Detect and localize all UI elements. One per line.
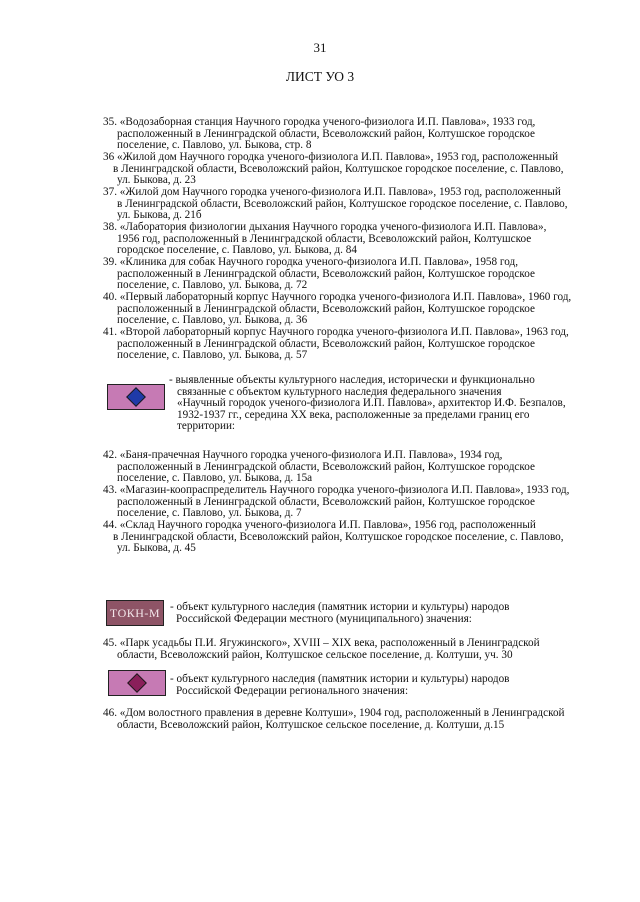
entry-line: области, Всеволожский район, Колтушское сельское поселение, д. Колтуши, уч. 30 (117, 648, 513, 661)
legend-line: 1932-1937 гг., середина XX века, расположенные за пределами границ его (177, 408, 530, 421)
entry-line: расположенный в Ленинградской области, Всеволожский район, Колтушское городское (117, 302, 535, 315)
entry-42 (103, 450, 603, 485)
entry-line: области, Всеволожский район, Колтушское сельское поселение, д. Колтуши, д.15 (117, 718, 505, 731)
entry-line: 36 «Жилой дом Научного городка ученого-физиолога И.П. Павлова», 1953 год, расположенный (103, 151, 559, 163)
entry-39 (103, 257, 603, 292)
legend-line: Российской Федерации местного (муниципального) значения: (176, 612, 472, 625)
legend-line: - объект культурного наследия (памятник истории и культуры) народов (170, 673, 510, 685)
entry-line: ул. Быкова, д. 23 (117, 174, 196, 187)
entry-line: поселение, с. Павлово, ул. Быкова, д. 72 (117, 279, 308, 292)
legend-line: - объект культурного наследия (памятник истории и культуры) народов (170, 601, 510, 613)
entry-line: 38. «Лаборатория физиологии дыхания Научного городка ученого-физиолога И.П. Павлова», (103, 221, 547, 233)
legend-swatch-regional (108, 670, 166, 696)
entry-41 (103, 327, 603, 362)
entry-45 (103, 638, 603, 661)
entry-line: 46. «Дом волостного правления в деревне Колтуши», 1904 год, расположенный в Ленинградской (103, 707, 565, 719)
page-number: 31 (313, 40, 327, 55)
entry-36 (103, 152, 603, 187)
entry-38 (103, 222, 603, 257)
entry-line: поселение, с. Павлово, ул. Быкова, д. 7 (117, 507, 302, 520)
entry-line: 45. «Парк усадьбы П.И. Ягужинского», XVIII – XIX века, расположенный в Ленинградской (103, 637, 540, 649)
entry-line: поселение, с. Павлово, ул. Быкова, д. 15а (117, 472, 313, 485)
entry-line: расположенный в Ленинградской области, Всеволожский район, Колтушское городское (117, 460, 535, 473)
legend-swatch-identified (107, 384, 165, 410)
entry-line: расположенный в Ленинградской области, Всеволожский район, Колтушское городское (117, 495, 535, 508)
legend-line: - выявленные объекты культурного наследия, исторически и функционально (169, 374, 535, 386)
entry-line: ул. Быкова, д. 21б (117, 209, 202, 222)
legend-text-identified (169, 375, 566, 433)
legend-line: «Научный городок ученого-физиолога И.П. Павлова», архитектор И.Ф. Безпалов, (177, 397, 566, 410)
entry-line: расположенный в Ленинградской области, Всеволожский район, Колтушское городское (117, 337, 535, 350)
legend-text-local (170, 602, 509, 625)
entry-43 (103, 485, 603, 520)
entry-line: поселение, с. Павлово, ул. Быкова, д. 36 (117, 314, 308, 327)
entry-line: поселение, с. Павлово, ул. Быкова, стр. 8 (117, 139, 312, 152)
entry-line: 35. «Водозаборная станция Научного городка ученого-физиолога И.П. Павлова», 1933 год, (103, 116, 536, 128)
legend-swatch-local: ТОКН-М (106, 600, 164, 626)
legend-text-regional (170, 674, 509, 697)
magenta-diamond-icon (127, 673, 147, 693)
blue-diamond-icon (126, 387, 146, 407)
entry-line: городское поселение, с. Павлово, ул. Быкова, д. 84 (117, 244, 357, 257)
entry-line: в Ленинградской области, Всеволожский район, Колтушское городское поселение, с. Павлово, (117, 197, 568, 210)
entry-line: 43. «Магазин-коопраспределитель Научного городка ученого-физиолога И.П. Павлова», 1933 год, (103, 484, 570, 496)
entry-line: 41. «Второй лабораторный корпус Научного городка ученого-физиолога И.П. Павлова», 1963 год, (103, 326, 569, 338)
legend-line: территории: (177, 420, 236, 433)
entry-line: 44. «Склад Научного городка ученого-физиолога И.П. Павлова», 1956 год, расположенный (103, 519, 536, 531)
entry-46 (103, 708, 603, 731)
entry-line: 1956 год, расположенный в Ленинградской области, Всеволожский район, Колтушское (117, 232, 532, 245)
sheet-title: ЛИСТ УО 3 (285, 69, 355, 84)
entry-line: ул. Быкова, д. 45 (117, 542, 196, 555)
entry-line: 40. «Первый лабораторный корпус Научного городка ученого-физиолога И.П. Павлова», 1960 год, (103, 291, 572, 303)
entry-44 (103, 520, 603, 555)
entry-line: 39. «Клиника для собак Научного городка ученого-физиолога И.П. Павлова», 1958 год, (103, 256, 518, 268)
legend-line: связанные с объектом культурного наследия федерального значения (177, 385, 502, 398)
entry-line: в Ленинградской области, Всеволожский район, Колтушское городское поселение, с. Павлово, (113, 162, 564, 175)
entry-line: 37. «Жилой дом Научного городка ученого-физиолога И.П. Павлова», 1953 год, расположенный (103, 186, 561, 198)
entry-37 (103, 187, 603, 222)
entry-line: в Ленинградской области, Всеволожский район, Колтушское городское поселение, с. Павлово, (113, 530, 564, 543)
entry-line: поселение, с. Павлово, ул. Быкова, д. 57 (117, 349, 308, 362)
entry-line: расположенный в Ленинградской области, Всеволожский район, Колтушское городское (117, 267, 535, 280)
entry-35 (103, 117, 603, 152)
entry-line: расположенный в Ленинградской области, Всеволожский район, Колтушское городское (117, 127, 535, 140)
legend-line: Российской Федерации регионального значения: (176, 684, 409, 697)
entry-line: 42. «Баня-прачечная Научного городка ученого-физиолога И.П. Павлова», 1934 год, (103, 449, 503, 461)
entry-40 (103, 292, 603, 327)
